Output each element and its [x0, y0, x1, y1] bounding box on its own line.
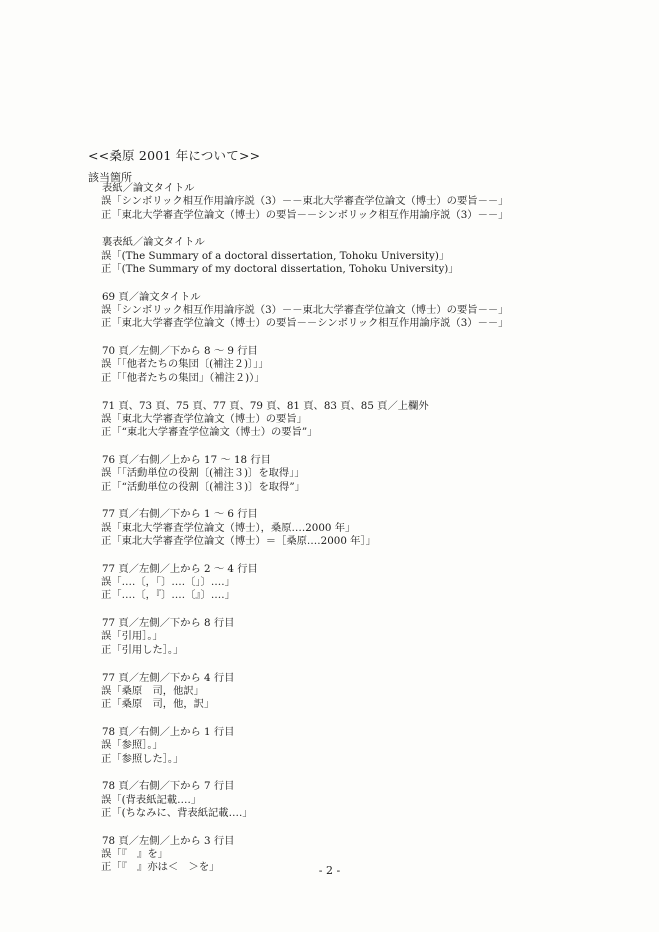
erratum-correct-text: 正「引用した］。」: [101, 643, 184, 656]
erratum-list: [101, 182, 621, 889]
erratum-entry: [101, 291, 621, 331]
erratum-location: 78 頁／左側／上から 3 行目: [102, 834, 235, 847]
erratum-wrong-text: 誤「｢活動単位の役割〔(補注３)〕を取得｣」: [101, 467, 305, 480]
erratum-correct-text: 正「“東北大学審査学位論文（博士）の要旨”」: [101, 426, 318, 439]
erratum-entry: [101, 617, 621, 657]
erratum-entry: [101, 508, 621, 548]
erratum-entry: [101, 563, 621, 603]
erratum-wrong-text: 誤「桑原 司，他訳」: [101, 684, 204, 697]
erratum-correct-text: 正「東北大学審査学位論文（博士）の要旨－－シンボリック相互作用論序説（3）－－」: [101, 317, 509, 330]
erratum-location: 70 頁／左側／下から 8 ～ 9 行目: [102, 345, 258, 358]
erratum-entry: [101, 182, 621, 222]
erratum-wrong-text: 誤「(背表紙記載‥‥」: [101, 793, 202, 806]
erratum-wrong-text: 誤「参照］。」: [101, 739, 163, 752]
erratum-correct-text: 正「参照した］。」: [101, 752, 184, 765]
erratum-wrong-text: 誤「シンボリック相互作用論序説（3）－－東北大学審査学位論文（博士）の要旨－－」: [101, 304, 509, 317]
erratum-location: 裏表紙／論文タイトル: [102, 236, 205, 249]
erratum-location: 71 頁、73 頁、75 頁、77 頁、79 頁、81 頁、83 頁、85 頁／上欄外: [102, 399, 429, 412]
erratum-entry: [101, 780, 621, 820]
document-heading: <<桑原 2001 年について>>: [88, 148, 261, 163]
erratum-correct-text: 正「“活動単位の役割〔(補注３)〕を取得”」: [101, 480, 305, 493]
erratum-correct-text: 正「桑原 司，他，訳」: [101, 698, 215, 711]
erratum-location: 77 頁／左側／下から 8 行目: [102, 617, 235, 630]
erratum-location: 77 頁／右側／下から 1 ～ 6 行目: [102, 508, 258, 521]
erratum-entry: [101, 454, 621, 494]
erratum-location: 76 頁／右側／上から 17 ～ 18 行目: [102, 453, 271, 466]
erratum-entry: [101, 345, 621, 385]
erratum-location: 77 頁／左側／下から 4 行目: [102, 671, 235, 684]
erratum-entry: [101, 726, 621, 766]
erratum-correct-text: 正「東北大学審査学位論文（博士）＝［桑原‥‥2000 年］」: [101, 534, 376, 547]
erratum-entry: [101, 400, 621, 440]
erratum-entry: [101, 672, 621, 712]
erratum-location: 表紙／論文タイトル: [102, 182, 195, 194]
erratum-location: 77 頁／左側／上から 2 ～ 4 行目: [102, 562, 258, 575]
erratum-wrong-text: 誤「シンボリック相互作用論序説（3）－－東北大学審査学位論文（博士）の要旨－－」: [101, 195, 509, 208]
erratum-wrong-text: 誤「東北大学審査学位論文（博士），桑原‥‥2000 年」: [101, 521, 356, 534]
erratum-correct-text: 正「(The Summary of my doctoral dissertation, Tohoku University)」: [101, 262, 459, 275]
page-number: - 2 -: [318, 864, 341, 877]
erratum-wrong-text: 誤「(The Summary of a doctoral dissertation, Tohoku University)」: [101, 249, 450, 262]
erratum-wrong-text: 誤「東北大学審査学位論文（博士）の要旨」: [101, 412, 307, 425]
erratum-correct-text: 正「『 』亦は＜ ＞を」: [101, 861, 220, 874]
erratum-wrong-text: 誤「引用］。」: [101, 630, 163, 643]
erratum-location: 78 頁／右側／下から 7 行目: [102, 780, 235, 793]
erratum-wrong-text: 誤「‥‥〔，｢〕‥‥〔｣〕‥‥」: [101, 576, 235, 589]
erratum-location: 69 頁／論文タイトル: [102, 290, 201, 303]
section-label: 該当箇所: [88, 171, 132, 184]
erratum-correct-text: 正「東北大学審査学位論文（博士）の要旨－－シンボリック相互作用論序説（3）－－」: [101, 208, 509, 221]
erratum-correct-text: 正「(ちなみに、背表紙記載‥‥」: [101, 806, 253, 819]
erratum-wrong-text: 誤「『 』を」: [101, 847, 168, 860]
erratum-location: 78 頁／右側／上から 1 行目: [102, 725, 235, 738]
erratum-entry: [101, 236, 621, 276]
erratum-correct-text: 正「‥‥〔，『〕‥‥〔』〕‥‥」: [101, 589, 235, 602]
erratum-correct-text: 正「｢他者たちの集団｣（補注２)）」: [101, 371, 265, 384]
erratum-wrong-text: 誤「｢他者たちの集団〔(補注２)〕｣」: [101, 358, 269, 371]
